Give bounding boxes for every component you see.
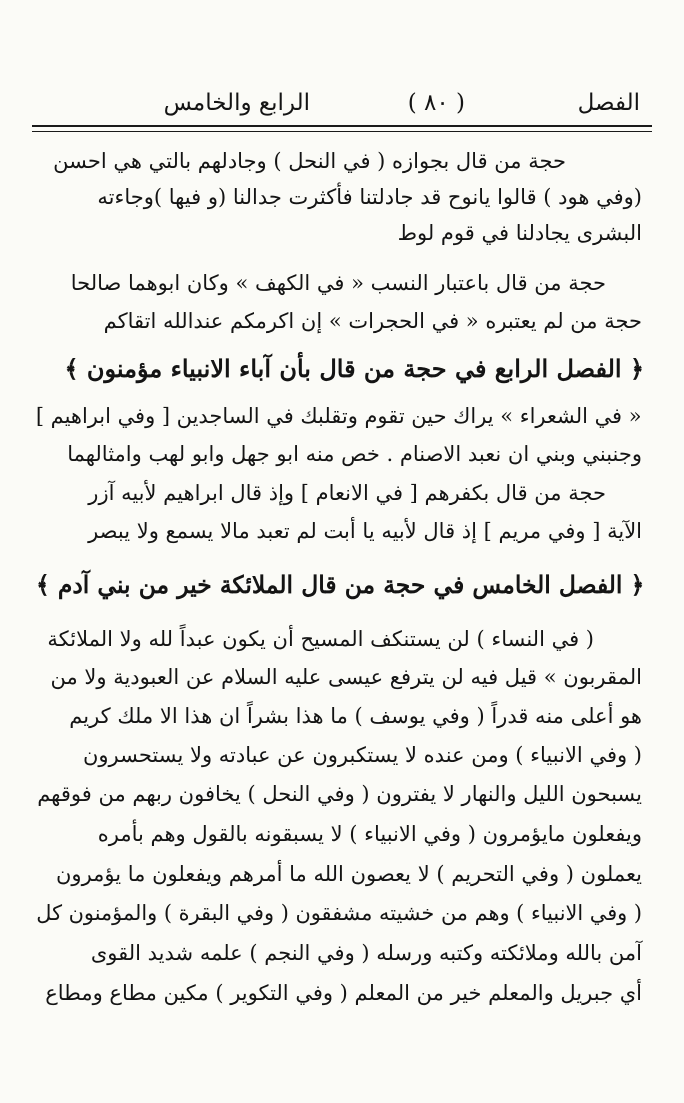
header-rule-thin [32, 131, 652, 132]
text-line: ( وفي الانبياء ) وهم من خشيته مشفقون ( وفي البقرة ) والمؤمنون كل [36, 901, 642, 925]
section-heading-chapter-4: ﴿ الفصل الرابع في حجة من قال بأن آباء الانبياء مؤمنون ﴾ [64, 354, 644, 383]
text-line: حجة من قال باعتبار النسب « في الكهف » وكان ابوهما صالحا [70, 271, 606, 295]
text-line: حجة من قال بجوازه ( في النحل ) وجادلهم بالتي هي احسن [53, 149, 566, 173]
page-header [40, 86, 640, 120]
text-line: ويفعلون مايؤمرون ( وفي الانبياء ) لا يسبقونه بالقول وهم بأمره [97, 822, 642, 846]
text-line: المقربون » قيل فيه لن يترفع عيسى عليه السلام عن العبودية ولا من [50, 665, 642, 689]
text-line: ( وفي الانبياء ) ومن عنده لا يستكبرون عن عبادته ولا يستحسرون [82, 743, 642, 767]
text-line: يسبحون الليل والنهار لا يفترون ( وفي النحل ) يخافون ربهم من فوقهم [37, 782, 642, 806]
header-chapter-label: الفصل [577, 90, 640, 116]
text-line: « في الشعراء » يراك حين تقوم وتقلبك في الساجدين [ وفي ابراهيم ] [36, 404, 642, 428]
page-number: ( ٨٠ ) [407, 90, 465, 116]
text-line: آمن بالله وملائكته وكتبه ورسله ( وفي النجم ) علمه شديد القوى [90, 941, 642, 965]
text-line: يعملون ( وفي التحريم ) لا يعصون الله ما أمرهم ويفعلون ما يؤمرون [56, 862, 642, 886]
section-heading-chapter-5: ﴿ الفصل الخامس في حجة من قال الملائكة خير من بني آدم ﴾ [35, 570, 644, 599]
text-line: (وفي هود ) قالوا يانوح قد جادلتنا فأكثرت جدالنا (و فيها )وجاءته [97, 185, 642, 209]
text-line: هو أعلى منه قدراً ( وفي يوسف ) ما هذا بشراً ان هذا الا ملك كريم [69, 704, 642, 728]
text-line: وجنبني وبني ان نعبد الاصنام . خص منه ابو جهل وابو لهب وامثالهما [67, 442, 642, 466]
text-line: الآية [ وفي مريم ] إذ قال لأبيه يا أبت لم تعبد مالا يسمع ولا يبصر [88, 519, 642, 543]
text-line: ( في النساء ) لن يستنكف المسيح أن يكون عبداً لله ولا الملائكة [47, 627, 594, 651]
header-running-title: الرابع والخامس [163, 90, 310, 116]
text-line: حجة من لم يعتبره « في الحجرات » إن اكرمكم عندالله اتقاكم [103, 309, 642, 333]
text-line: البشرى يجادلنا في قوم لوط [397, 221, 642, 245]
header-rule-thick [32, 125, 652, 127]
text-line: حجة من قال بكفرهم [ في الانعام ] وإذ قال ابراهيم لأبيه آزر [88, 481, 606, 505]
text-line: أي جبريل والمعلم خير من المعلم ( وفي التكوير ) مكين مطاع ومطاع [45, 981, 642, 1005]
